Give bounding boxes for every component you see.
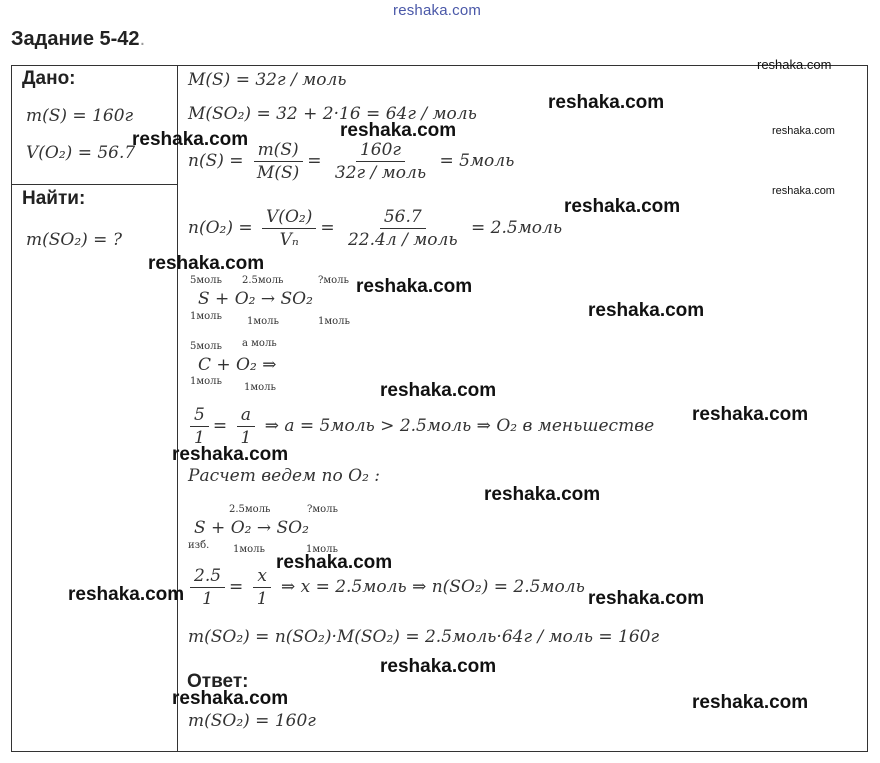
given-mass: m(S) = 160г bbox=[26, 106, 134, 126]
find-mass: m(SO₂) = ? bbox=[26, 230, 122, 250]
fraction-denominator: 32г / моль bbox=[334, 163, 427, 183]
watermark: reshaka.com bbox=[276, 552, 393, 573]
title-dot: . bbox=[139, 28, 146, 50]
molar-mass-so2: M(SO₂) = 32 + 2·16 = 64г / моль bbox=[188, 104, 477, 124]
moles-o2-equation: n(O₂) = $\frac{\text{V(O₂)}}{\text{Vₙ}}$ = $\frac{56.7}{\text{22.4л / моль}}$ = 2.5моль bbox=[188, 207, 563, 250]
watermark: reshaka.com bbox=[148, 253, 265, 274]
r3-below-o2: 1моль bbox=[233, 544, 265, 555]
watermark: reshaka.com bbox=[692, 404, 809, 425]
answer-value: m(SO₂) = 160г bbox=[188, 711, 316, 731]
mass-so2-calc: m(SO₂) = n(SO₂)·M(SO₂) = 2.5моль·64г / моль = 160г bbox=[188, 627, 660, 647]
moles-o2-lhs: n(O₂) = bbox=[188, 218, 253, 238]
watermark: reshaka.com bbox=[484, 484, 601, 505]
watermark: reshaka.com bbox=[356, 276, 473, 297]
fraction-numerator: a bbox=[237, 405, 255, 427]
fraction-denominator: Vₙ bbox=[279, 230, 299, 250]
fraction-numerator: x bbox=[253, 566, 271, 588]
moles-o2-fraction-1 bbox=[262, 207, 316, 250]
fraction-denominator: 22.4л / моль bbox=[347, 230, 458, 250]
moles-s-lhs: n(S) = bbox=[188, 151, 244, 171]
task-title bbox=[11, 28, 145, 51]
fraction-numerator: 2.5 bbox=[190, 566, 225, 588]
moles-o2-result: = 2.5моль bbox=[471, 218, 563, 238]
moles-o2-fraction-2 bbox=[344, 207, 462, 250]
r1-above-so2: ?моль bbox=[318, 275, 349, 286]
answer-label: Ответ: bbox=[187, 671, 249, 692]
moles-s-fraction-2 bbox=[331, 140, 430, 183]
moles-s-fraction-1 bbox=[253, 140, 303, 183]
given-label: Дано: bbox=[22, 68, 76, 89]
ratio-fraction-2 bbox=[236, 405, 255, 448]
column-divider bbox=[177, 65, 178, 752]
molar-mass-s: M(S) = 32г / моль bbox=[188, 70, 347, 90]
watermark: reshaka.com bbox=[380, 656, 497, 677]
watermark: reshaka.com bbox=[564, 196, 681, 217]
fraction-numerator: 160г bbox=[356, 140, 405, 162]
ratio-result: ⇒ a = 5моль > 2.5моль ⇒ O₂ в меньшестве bbox=[264, 416, 655, 436]
fraction-denominator: 1 bbox=[202, 589, 213, 609]
r1-below-so2: 1моль bbox=[318, 316, 350, 327]
watermark: reshaka.com bbox=[772, 185, 835, 197]
watermark: reshaka.com bbox=[757, 57, 832, 72]
fraction-denominator: 1 bbox=[256, 589, 268, 609]
watermark: reshaka.com bbox=[172, 688, 289, 709]
calc-by-o2: Расчет ведем по O₂ : bbox=[188, 466, 381, 486]
x-fraction-1 bbox=[190, 566, 225, 609]
watermark: reshaka.com bbox=[132, 129, 249, 150]
r2-below-o2: 1моль bbox=[244, 382, 276, 393]
r2-above-c: 5моль bbox=[190, 341, 222, 352]
watermark: reshaka.com bbox=[588, 300, 705, 321]
watermark: reshaka.com bbox=[588, 588, 705, 609]
fraction-denominator: 1 bbox=[194, 428, 205, 448]
ratio-equation: $\frac{5}{1}$ = $\frac{a}{1}$ ⇒ a = 5моль > 2.5моль ⇒ O₂ в меньшестве bbox=[186, 405, 654, 448]
fraction-denominator: 1 bbox=[240, 428, 252, 448]
reaction-s-o2: S + O₂ → SO₂ bbox=[198, 289, 313, 309]
watermark: reshaka.com bbox=[340, 120, 457, 141]
watermark: reshaka.com bbox=[692, 692, 809, 713]
watermark: reshaka.com bbox=[172, 444, 289, 465]
ratio-fraction-1 bbox=[190, 405, 209, 448]
fraction-numerator: m(S) bbox=[254, 140, 303, 162]
r2-above-o2: a моль bbox=[242, 338, 277, 349]
r3-above-o2: 2.5моль bbox=[229, 504, 271, 515]
reaction-c-o2: C + O₂ ⇒ bbox=[198, 355, 277, 375]
fraction-numerator: V(O₂) bbox=[262, 207, 316, 229]
fraction-denominator: M(S) bbox=[256, 163, 300, 183]
site-name[interactable]: reshaka.com bbox=[393, 2, 482, 19]
watermark: reshaka.com bbox=[68, 584, 185, 605]
r1-below-o2: 1моль bbox=[247, 316, 279, 327]
x-equation: $\frac{2.5}{1}$ = $\frac{x}{1}$ ⇒ x = 2.5моль ⇒ n(SO₂) = 2.5моль bbox=[186, 566, 585, 609]
r2-below-c: 1моль bbox=[190, 376, 222, 387]
watermark: reshaka.com bbox=[548, 92, 665, 113]
watermark: reshaka.com bbox=[380, 380, 497, 401]
moles-s-result: = 5моль bbox=[439, 151, 515, 171]
r3-below-so2: 1моль bbox=[306, 544, 338, 555]
reaction-s-o2-excess: S + O₂ → SO₂ bbox=[194, 518, 309, 538]
fraction-numerator: 5 bbox=[190, 405, 209, 427]
task-title-text: Задание 5-42 bbox=[11, 28, 140, 50]
x-result: ⇒ x = 2.5моль ⇒ n(SO₂) = 2.5моль bbox=[280, 577, 585, 597]
r3-below-s: изб. bbox=[188, 540, 210, 551]
r1-below-s: 1моль bbox=[190, 311, 222, 322]
r1-above-s: 5моль bbox=[190, 275, 222, 286]
given-volume: V(O₂) = 56.7 bbox=[26, 143, 136, 163]
find-label: Найти: bbox=[22, 188, 86, 209]
watermark: reshaka.com bbox=[772, 125, 835, 137]
x-fraction-2 bbox=[253, 566, 272, 609]
moles-s-equation: n(S) = $\frac{m(S)}{M(S)}$ = $\frac{160г}{\text{32г / моль}}$ = 5моль bbox=[188, 140, 515, 183]
fraction-numerator: 56.7 bbox=[380, 207, 426, 229]
row-divider bbox=[11, 184, 178, 185]
r3-above-so2: ?моль bbox=[307, 504, 338, 515]
r1-above-o2: 2.5моль bbox=[242, 275, 284, 286]
